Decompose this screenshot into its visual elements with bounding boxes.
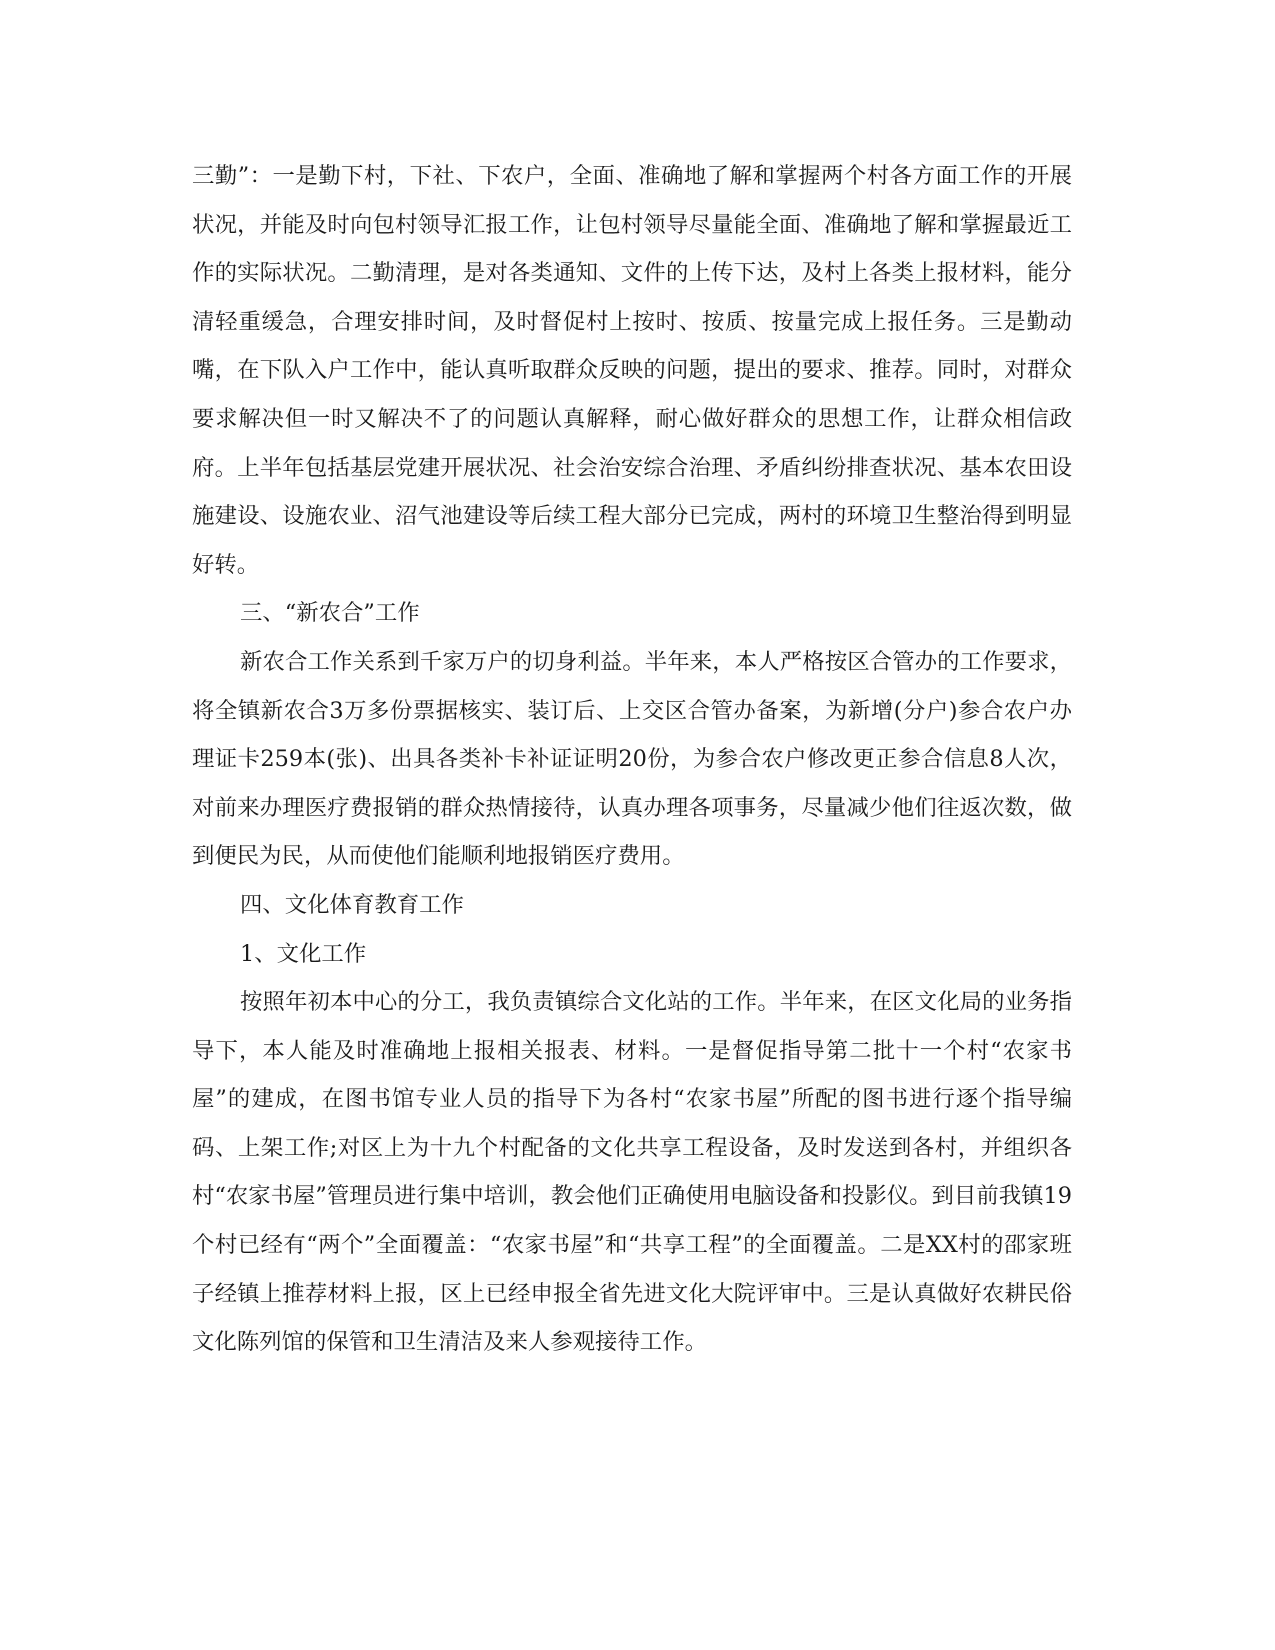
document-page (192, 152, 1072, 1367)
heading-new-rural-cooperative: 三、“新农合”工作 (240, 600, 420, 627)
subheading-culture-work: 1、文化工作 (240, 940, 367, 967)
paragraph-new-rural-cooperative: 新农合工作关系到千家万户的切身利益。半年来，本人严格按区合管办的工作要求，将全镇新农合3万多份票据核实、装订后、上交区合管办备案，为新增(分户)参合农户办理证卡259本(张)、出具各类补卡补证证明20份，为参合农户修改更正参合信息8人次，对前来办理医疗费报销的群众热情接待，认真办理各项事务，尽量减少他们往返次数，做到便民为民，从而使他们能顺利地报销医疗费用。 (192, 648, 1072, 870)
heading-culture-sports-education: 四、文化体育教育工作 (240, 891, 464, 918)
paragraph-three-diligences: 三勤”：一是勤下村，下社、下农户，全面、准确地了解和掌握两个村各方面工作的开展状况，并能及时向包村领导汇报工作，让包村领导尽量能全面、准确地了解和掌握最近工作的实际状况。二勤清理，是对各类通知、文件的上传下达，及村上各类上报材料，能分清轻重缓急，合理安排时间，及时督促村上按时、按质、按量完成上报任务。三是勤动嘴，在下队入户工作中，能认真听取群众反映的问题，提出的要求、推荐。同时，对群众要求解决但一时又解决不了的问题认真解释，耐心做好群众的思想工作，让群众相信政府。上半年包括基层党建开展状况、社会治安综合治理、矛盾纠纷排查状况、基本农田设施建设、设施农业、沼气池建设等后续工程大部分已完成，两村的环境卫生整治得到明显好转。 (192, 163, 1072, 578)
paragraph-culture-work: 按照年初本中心的分工，我负责镇综合文化站的工作。半年来，在区文化局的业务指导下，本人能及时准确地上报相关报表、材料。一是督促指导第二批十一个村“农家书屋”的建成，在图书馆专业人员的指导下为各村“农家书屋”所配的图书进行逐个指导编码、上架工作;对区上为十九个村配备的文化共享工程设备，及时发送到各村，并组织各村“农家书屋”管理员进行集中培训，教会他们正确使用电脑设备和投影仪。到目前我镇19个村已经有“两个”全面覆盖：“农家书屋”和“共享工程”的全面覆盖。二是XX村的邵家班子经镇上推荐材料上报，区上已经申报全省先进文化大院评审中。三是认真做好农耕民俗文化陈列馆的保管和卫生清洁及来人参观接待工作。 (192, 989, 1072, 1356)
